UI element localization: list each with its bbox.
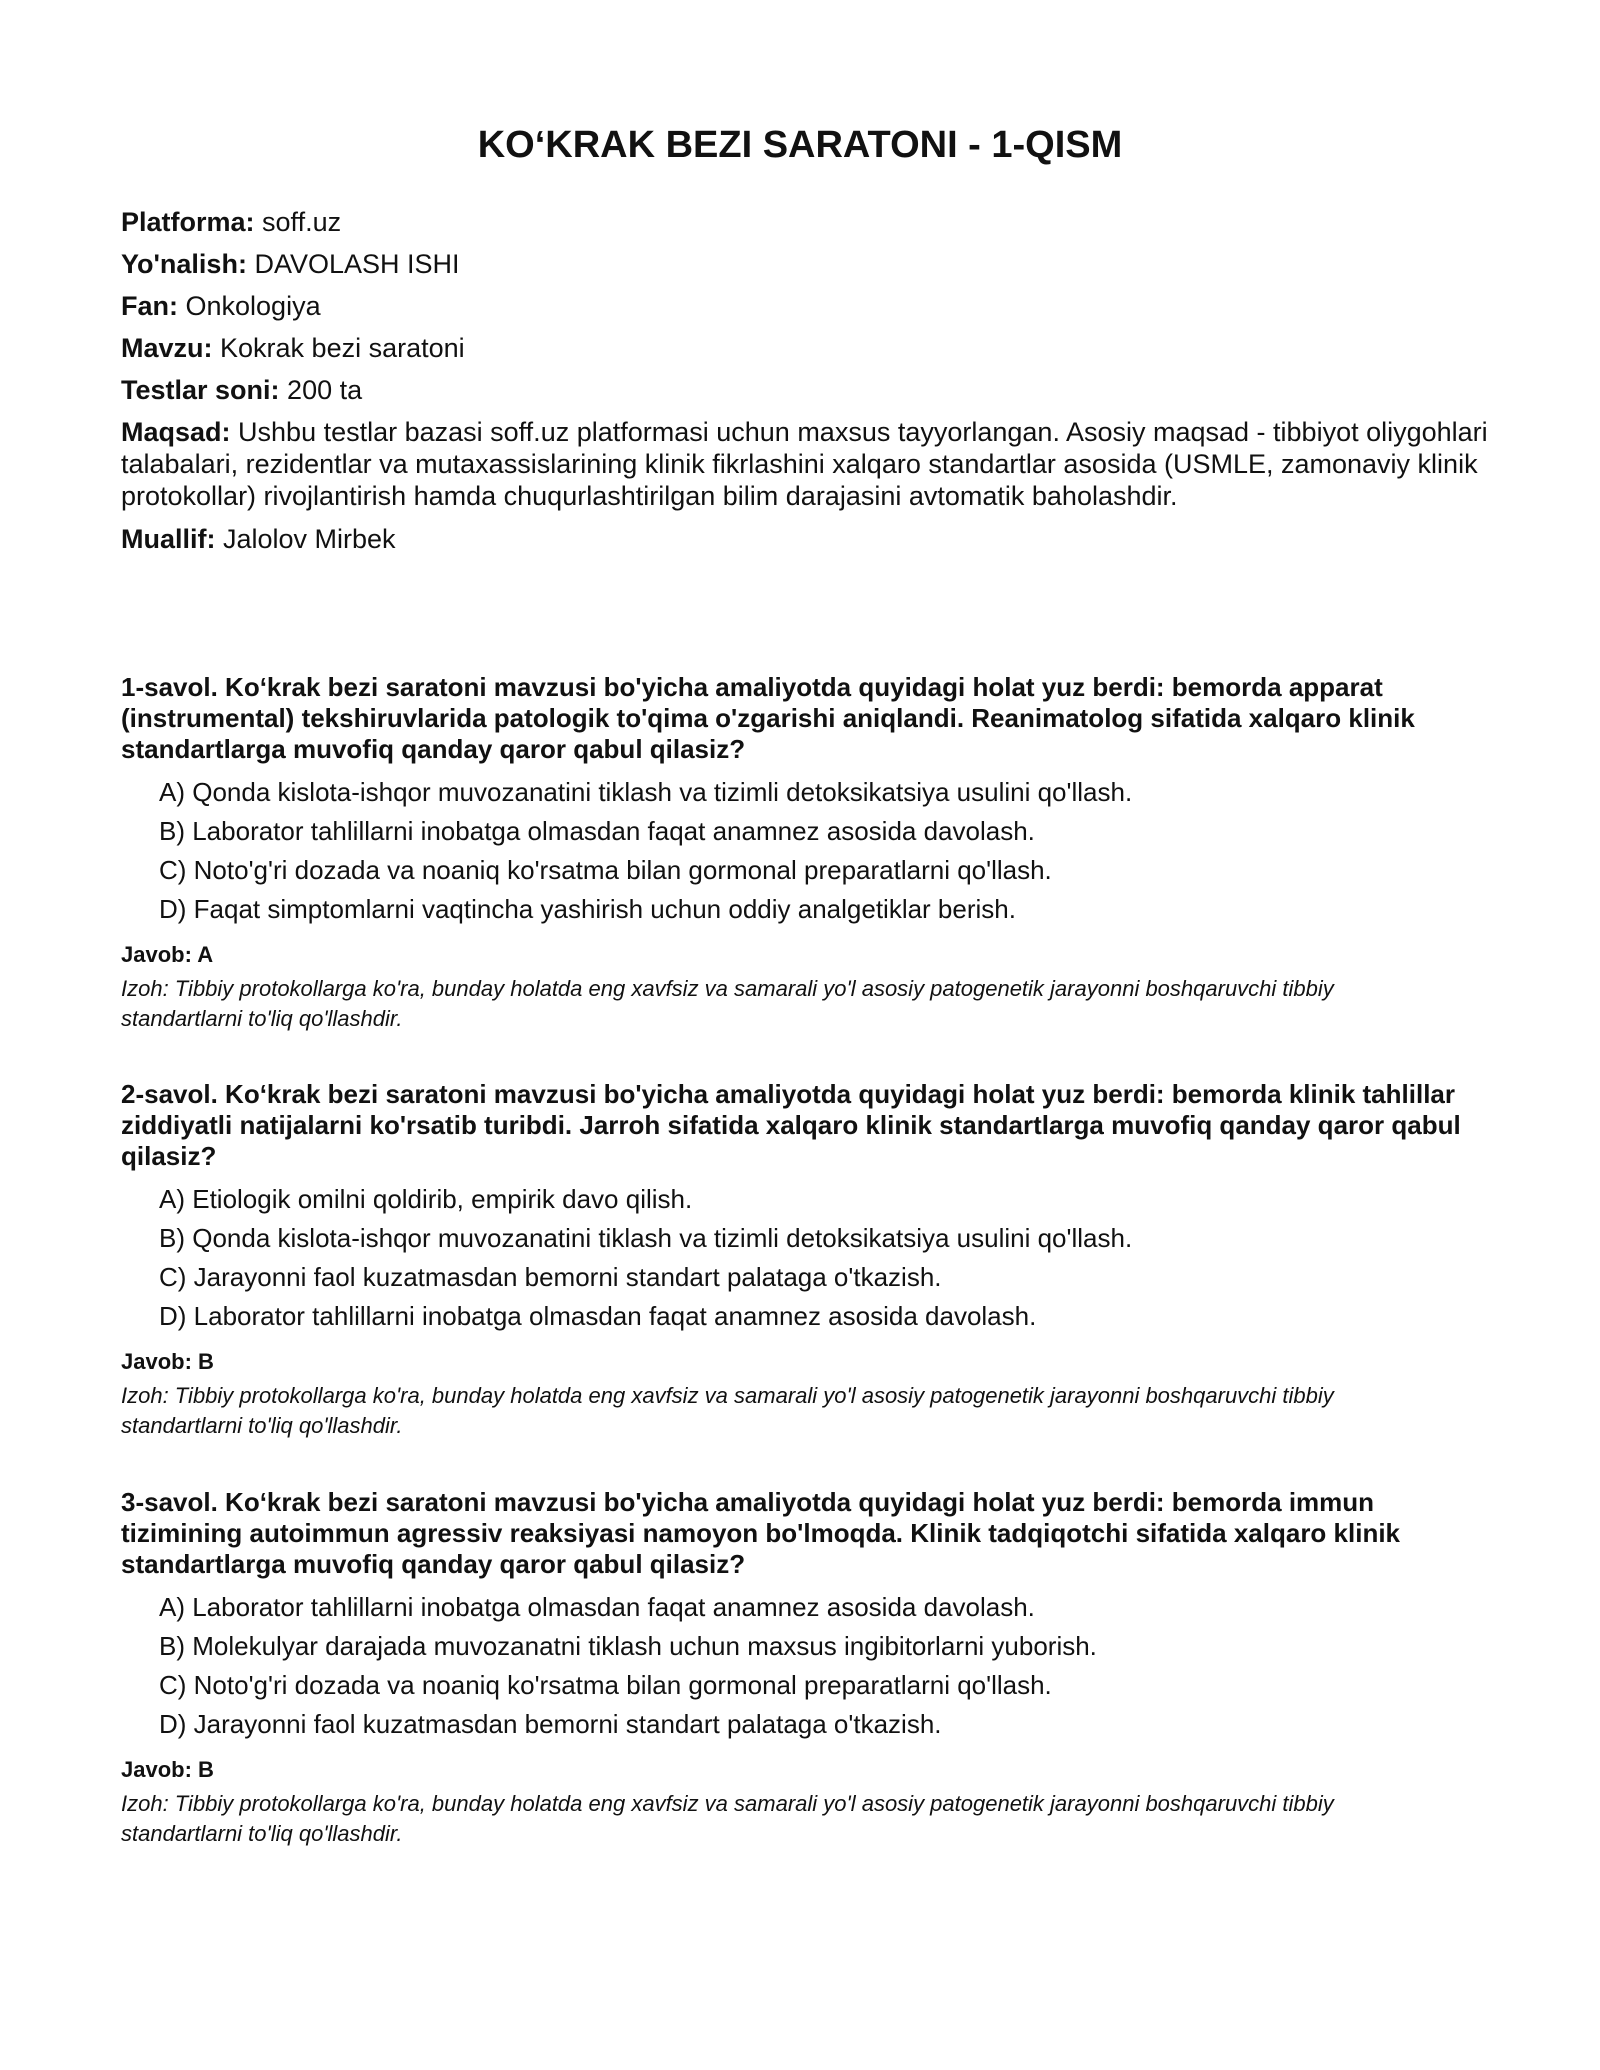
answer-options <box>121 773 1501 929</box>
meta-topic-label: Mavzu: <box>121 333 213 363</box>
answer-option-a: A) Qonda kislota-ishqor muvozanatini tiklash va tizimli detoksikatsiya usulini qo'llash. <box>159 777 1133 807</box>
answer-option-d: D) Jarayonni faol kuzatmasdan bemorni standart palataga o'tkazish. <box>159 1709 942 1739</box>
answer-option-b: B) Molekulyar darajada muvozanatni tiklash uchun maxsus ingibitorlarni yuborish. <box>159 1631 1097 1661</box>
meta-author <box>121 518 1501 560</box>
answer-option-a: A) Laborator tahlillarni inobatga olmasdan faqat anamnez asosida davolash. <box>159 1592 1035 1622</box>
meta-platform <box>121 201 1501 243</box>
meta-topic <box>121 327 1501 369</box>
answer-options <box>121 1588 1501 1744</box>
correct-answer: Javob: B <box>121 1349 214 1374</box>
meta-topic-value: Kokrak bezi saratoni <box>212 333 465 363</box>
meta-test-count-value: 200 ta <box>279 375 363 405</box>
meta-platform-value: soff.uz <box>254 207 342 237</box>
meta-direction <box>121 243 1501 285</box>
meta-subject-value: Onkologiya <box>178 291 321 321</box>
meta-author-value: Jalolov Mirbek <box>215 524 396 554</box>
answer-option-a: A) Etiologik omilni qoldirib, empirik davo qilish. <box>159 1184 693 1214</box>
question-text: 3-savol. Ko‘krak bezi saratoni mavzusi bo'yicha amaliyotda quyidagi holat yuz berdi: bemorda immun tizimining autoimmun agressiv reaksiyasi namoyon bo'lmoqda. Klinik tadqiqotchi sifatida xalqaro klinik standartlarga muvofiq qanday qaror qabul qilasiz? <box>121 1487 1401 1579</box>
meta-goal-label: Maqsad: <box>121 417 231 447</box>
meta-direction-label: Yo'nalish: <box>121 249 247 279</box>
meta-test-count <box>121 369 1501 411</box>
answer-option-b: B) Laborator tahlillarni inobatga olmasdan faqat anamnez asosida davolash. <box>159 816 1035 846</box>
document-title: KO‘KRAK BEZI SARATONI - 1-QISM <box>477 124 1123 166</box>
meta-test-count-label: Testlar soni: <box>121 375 280 405</box>
meta-author-label: Muallif: <box>121 524 216 554</box>
answer-options <box>121 1180 1501 1336</box>
answer-option-c: C) Noto'g'ri dozada va noaniq ko'rsatma bilan gormonal preparatlarni qo'llash. <box>159 1670 1052 1700</box>
answer-option-b: B) Qonda kislota-ishqor muvozanatini tiklash va tizimli detoksikatsiya usulini qo'llash. <box>159 1223 1133 1253</box>
meta-direction-value: DAVOLASH ISHI <box>246 249 460 279</box>
meta-goal-value: Ushbu testlar bazasi soff.uz platformasi uchun maxsus tayyorlangan. Asosiy maqsad - tibbiyot oliygohlari talabalari, rezidentlar va mutaxassislarining klinik fikrlashini xalqaro standartlar asosida (USMLE, zamonaviy klinik protokollar) rivojlantirish hamda chuqurlashtirilgan bilim darajasini avtomatik baholashdir. <box>121 417 1488 511</box>
meta-platform-label: Platforma: <box>121 207 255 237</box>
answer-option-d: D) Faqat simptomlarni vaqtincha yashirish uchun oddiy analgetiklar berish. <box>159 894 1016 924</box>
meta-goal <box>121 416 1501 512</box>
document-metadata <box>121 201 1501 560</box>
correct-answer: Javob: A <box>121 942 214 967</box>
answer-explanation: Izoh: Tibbiy protokollarga ko'ra, bunday holatda eng xavfsiz va samarali yo'l asosiy patogenetik jarayonni boshqaruvchi tibbiy standartlarni to'liq qo'llashdir. <box>121 1791 1334 1846</box>
meta-subject <box>121 285 1501 327</box>
question-block-1 <box>121 672 1501 1034</box>
question-block-2 <box>121 1079 1501 1441</box>
question-block-3 <box>121 1487 1501 1849</box>
question-text: 1-savol. Ko‘krak bezi saratoni mavzusi bo'yicha amaliyotda quyidagi holat yuz berdi: bemorda apparat (instrumental) tekshiruvlarida patologik to'qima o'zgarishi aniqlandi. Reanimatolog sifatida xalqaro klinik standartlarga muvofiq qanday qaror qabul qilasiz? <box>121 672 1415 764</box>
correct-answer: Javob: B <box>121 1757 214 1782</box>
meta-subject-label: Fan: <box>121 291 178 321</box>
answer-explanation: Izoh: Tibbiy protokollarga ko'ra, bunday holatda eng xavfsiz va samarali yo'l asosiy patogenetik jarayonni boshqaruvchi tibbiy standartlarni to'liq qo'llashdir. <box>121 1383 1334 1438</box>
answer-option-c: C) Jarayonni faol kuzatmasdan bemorni standart palataga o'tkazish. <box>159 1262 942 1292</box>
answer-option-c: C) Noto'g'ri dozada va noaniq ko'rsatma bilan gormonal preparatlarni qo'llash. <box>159 855 1052 885</box>
answer-explanation: Izoh: Tibbiy protokollarga ko'ra, bunday holatda eng xavfsiz va samarali yo'l asosiy patogenetik jarayonni boshqaruvchi tibbiy standartlarni to'liq qo'llashdir. <box>121 976 1334 1031</box>
answer-option-d: D) Laborator tahlillarni inobatga olmasdan faqat anamnez asosida davolash. <box>159 1301 1037 1331</box>
question-text: 2-savol. Ko‘krak bezi saratoni mavzusi bo'yicha amaliyotda quyidagi holat yuz berdi: bemorda klinik tahlillar ziddiyatli natijalarni ko'rsatib turibdi. Jarroh sifatida xalqaro klinik standartlarga muvofiq qanday qaror qabul qilasiz? <box>121 1079 1461 1171</box>
